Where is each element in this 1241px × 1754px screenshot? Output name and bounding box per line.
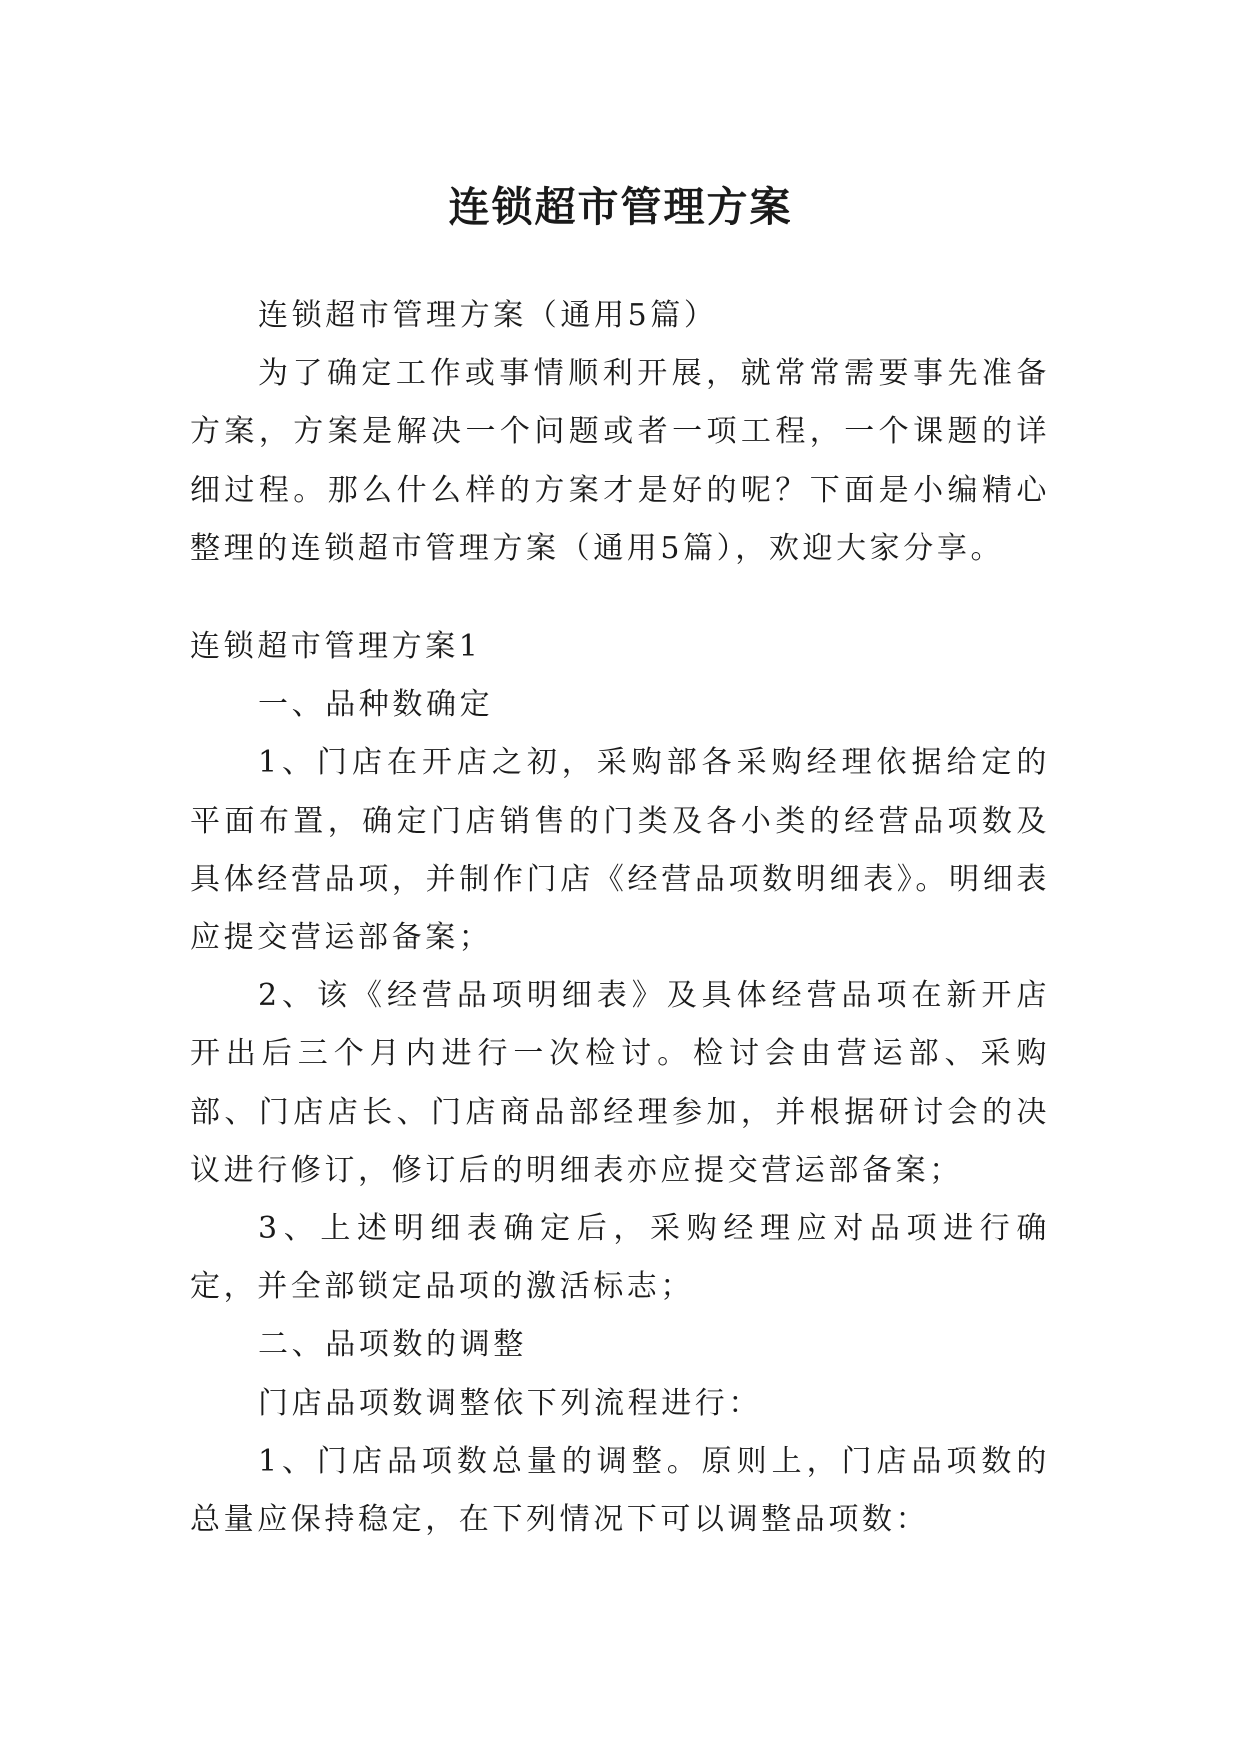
body-paragraph: 3、上述明细表确定后，采购经理应对品项进行确定，并全部锁定品项的激活标志；	[190, 1211, 1050, 1305]
intro-paragraph: 为了确定工作或事情顺利开展，就常常需要事先准备方案，方案是解决一个问题或者一项工程，一个课题的详细过程。那么什么样的方案才是好的呢？下面是小编精心整理的连锁超市管理方案（通用5篇），欢迎大家分享。	[190, 356, 1050, 566]
document-body	[190, 287, 1050, 1549]
paragraph-gap	[190, 578, 1050, 618]
body-paragraph: 1、门店在开店之初，采购部各采购经理依据给定的平面布置，确定门店销售的门类及各小类的经营品项数及具体经营品项，并制作门店《经营品项数明细表》。明细表应提交营运部备案；	[190, 745, 1050, 956]
section-heading: 连锁超市管理方案1	[190, 629, 482, 665]
document-title: 连锁超市管理方案	[448, 183, 793, 232]
subsection-heading: 二、品项数的调整	[258, 1327, 527, 1363]
subsection-heading: 一、品种数确定	[258, 687, 494, 723]
subtitle-paragraph: 连锁超市管理方案（通用5篇）	[258, 298, 718, 333]
body-paragraph: 2、该《经营品项明细表》及具体经营品项在新开店开出后三个月内进行一次检讨。检讨会由营运部、采购部、门店店长、门店商品部经理参加，并根据研讨会的决议进行修订，修订后的明细表亦应提交营运部备案；	[190, 978, 1050, 1188]
body-paragraph: 门店品项数调整依下列流程进行：	[258, 1385, 762, 1421]
body-paragraph: 1、门店品项数总量的调整。原则上，门店品项数的总量应保持稳定，在下列情况下可以调整品项数：	[190, 1443, 1050, 1538]
